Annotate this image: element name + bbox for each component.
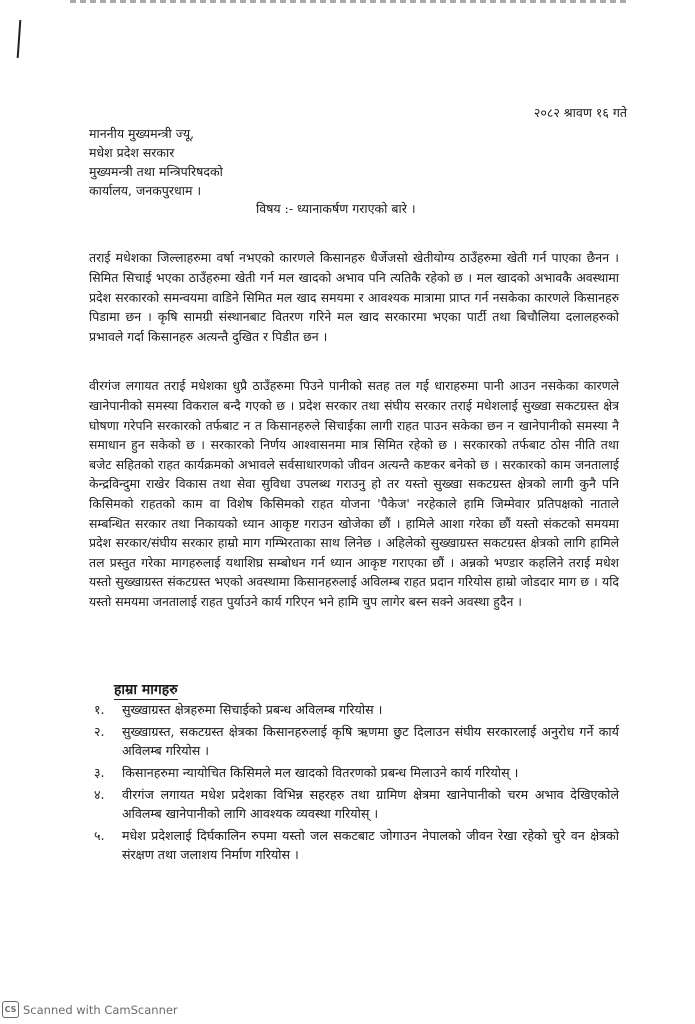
body-paragraph: तराई मधेशका जिल्लाहरुमा वर्षा नभएको कारणले किसानहरु धैर्जेजसो खेतीयोग्य ठाउँहरुमा खेती गर्न पाएका छैनन । सिमित सिचाई भएका ठाउँहरुमा खेती गर्न मल खादको अभाव पनि त्यतिकै रहेको छ । मल खादको अभावकै अवस्थामा प्रदेश सरकारको समन्वयमा वाडिने सिमित मल खाद समयमा र आवश्यक मात्रामा प्राप्त गर्न नसकेका कारणले किसानहरु पिडामा छन । कृषि सामग्री संस्थानबाट वितरण गरिने मल खाद सरकारमा भएका पार्टी तथा बिचौलिया दलालहरुको प्रभावले गर्दा किसानहरु अत्यन्तै दुखित र पिडीत छन ।	[89, 250, 619, 344]
recipient-line: माननीय मुख्यमन्त्री ज्यू,	[89, 126, 195, 141]
letter-date: २०८२ श्रावण १६ गते	[533, 105, 627, 120]
demand-number: ३.	[94, 765, 105, 780]
letter-subject: विषय :- ध्यानाकर्षण गराएको बारे ।	[256, 201, 416, 216]
demand-text: मधेश प्रदेशलाई दिर्घकालिन रुपमा यस्तो जल सकटबाट जोगाउन नेपालको जीवन रेखा रहेको चुरे वन क्षेत्रको संरक्षण तथा जलाशय निर्माण गरियोस ।	[122, 828, 619, 862]
demand-text: सुख्खाग्रस्त, सकटग्रस्त क्षेत्रका किसानहरुलाई कृषि ऋणमा छुट दिलाउन संघीय सरकारलाई अनुरोध गर्ने कार्य अविलम्ब गरियोस ।	[122, 724, 619, 758]
recipient-address	[89, 124, 223, 200]
body-paragraph: वीरगंज लगायत तराई मधेशका धुप्रै ठाउँहरुमा पिउने पानीको सतह तल गई धाराहरुमा पानी आउन नसकेका कारणले खानेपानीको समस्या विकराल बन्दै गएको छ । प्रदेश सरकार तथा संघीय सरकार तराई मधेशलाई सुख्खा सकटग्रस्त क्षेत्र घोषणा गरेपनि सरकारको तर्फबाट न त किसानहरुले सिचाईका लागी राहत पाउन सकेका छन न खानेपानीको समस्या नै समाधान हुन सकेको छ । सरकारको निर्णय आश्वासनमा मात्र सिमित रहेको छ । सरकारको तर्फबाट ठोस नीति तथा बजेट सहितको राहत कार्यक्रमको अभावले सर्वसाधारणको जीवन अत्यन्तै कष्टकर बनेको छ । सरकारको काम जनतालाई केन्द्रविन्दुमा राखेर विकास तथा सेवा सुविधा उपलब्ध गराउनु हो तर यस्तो सुख्खा सकटग्रस्त क्षेत्रको लागी कुनै पनि किसिमको राहतको काम वा विशेष किसिमको राहत योजना 'पैकेज' नरहेकाले हामि जिम्मेवार प्रतिपक्षको नाताले सम्बन्धित सरकार तथा निकायको ध्यान आकृष्ट गराउन खोजेका छौं । हामिले आशा गरेका छौं यस्तो संकटको समयमा प्रदेश सरकार/संघीय सरकार हाम्रो माग गम्भिरताका साथ लिनेछ । अहिलेको सुख्खाग्रस्त सकटग्रस्त क्षेत्रको लागि हामिले तल प्रस्तुत गरेका मागहरुलाई यथाशिघ्र सम्बोधन गर्न ध्यान आकृष्ट गराएका छौं । अन्नको भण्डार कहलिने तराई मधेश यस्तो सुख्खाग्रस्त संकटग्रस्त भएको अवस्थामा किसानहरुलाई अविलम्ब राहत प्रदान गरियोस हाम्रो जोडदार माग छ । यदि यस्तो समयमा जनतालाई राहत पुर्याउने कार्य गरिएन भने हामि चुप लागेर बस्न सक्ने अवस्था हुदैन ।	[89, 378, 619, 609]
demand-item	[94, 785, 619, 823]
demand-number: ४.	[94, 787, 105, 802]
demand-item	[94, 763, 619, 782]
scanner-watermark	[2, 1001, 178, 1018]
recipient-line: मधेश प्रदेश सरकार	[89, 145, 175, 160]
demand-text: वीरगंज लगायत मधेश प्रदेशका विभिन्न सहरहरु तथा ग्रामिण क्षेत्रमा खानेपानीको चरम अभाव देखिएकोले अविलम्ब खानेपानीको लागि आवश्यक व्यवस्था गरियोस् ।	[122, 787, 619, 821]
recipient-line: मुख्यमन्त्री तथा मन्त्रिपरिषदको	[89, 164, 223, 179]
demand-number: १.	[94, 702, 105, 717]
scanner-label: Scanned with CamScanner	[23, 1002, 178, 1017]
demands-heading-text: हाम्रा मागहरु	[114, 682, 178, 698]
demand-item	[94, 700, 619, 719]
camscanner-logo-icon: CS	[2, 1001, 19, 1018]
demand-text: सुख्खाग्रस्त क्षेत्रहरुमा सिचाईको प्रबन्ध अविलम्ब गरियोस ।	[122, 702, 383, 717]
demands-list	[94, 700, 619, 867]
demand-text: किसानहरुमा न्यायोचित किसिमले मल खादको वितरणको प्रबन्ध मिलाउने कार्य गरियोस् ।	[122, 765, 519, 780]
margin-pen-mark	[17, 20, 22, 58]
page-top-edge	[70, 0, 630, 3]
demands-heading	[114, 680, 178, 699]
recipient-line: कार्यालय, जनकपुरधाम ।	[89, 183, 202, 198]
demand-item	[94, 722, 619, 760]
demand-number: ५.	[94, 828, 105, 843]
demand-number: २.	[94, 724, 105, 739]
demand-item	[94, 826, 619, 864]
